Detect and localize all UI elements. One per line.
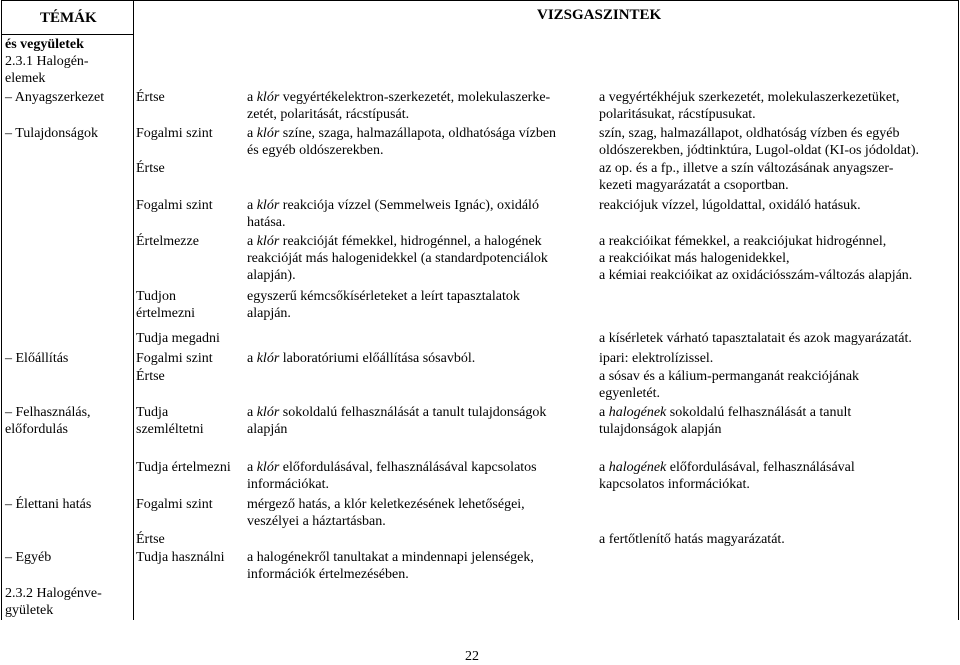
topic-elettani-hatas: – Élettani hatás [5,497,92,512]
kozep-text: veszélyei a háztartásban. [247,514,386,529]
emelt-text: kapcsolatos információkat. [599,477,750,492]
header-divider [1,34,134,35]
kozep-text: reakcióját más halogenidekkel (a standardpotenciálok [247,251,548,266]
table-border-right [958,0,959,620]
emelt-text: polaritásukat, rácstípusukat. [599,107,756,122]
kozep-text: információk értelmezésében. [247,567,409,582]
kozep-text: alapján [247,422,288,437]
verb-text: Értse [136,161,165,176]
kozep-text: a klór laboratóriumi előállítása sósavból. [247,351,476,366]
verb-text: Tudja használni [136,550,225,565]
verb-text: szemléltetni [136,422,204,437]
kozep-text: a klór előfordulásával, felhasználásával kapcsolatos [247,460,537,475]
verb-text: Fogalmi szint [136,351,213,366]
kozep-text: alapján). [247,268,296,283]
section-title: és vegyületek [5,37,84,52]
emelt-text: a kísérletek várható tapasztalatait és azok magyarázatát. [599,331,912,346]
emelt-text: a halogének előfordulásával, felhasználásával [599,460,855,475]
kozep-text: a klór reakciója vízzel (Semmelweis Ignác), oxidáló [247,198,539,213]
kozep-text: a klór reakcióját fémekkel, hidrogénnel, a halogének [247,234,542,249]
kozep-text: mérgező hatás, a klór keletkezésének lehetőségei, [247,497,525,512]
kozep-text: információkat. [247,477,330,492]
verb-text: Fogalmi szint [136,198,213,213]
verb-text: Fogalmi szint [136,497,213,512]
emelt-text: a reakcióikat fémekkel, a reakciójukat hidrogénnel, [599,234,887,249]
verb-text: Értelmezze [136,234,199,249]
kozep-text: a halogénekről tanultakat a mindennapi jelenségek, [247,550,534,565]
emelt-text: a halogének sokoldalú felhasználását a tanult [599,405,852,420]
emelt-text: szín, szag, halmazállapot, oldhatóság vízben és egyéb [599,126,900,141]
verb-text: Értse [136,369,165,384]
table-border-top [1,0,959,1]
column-divider-topics [133,0,134,620]
vizsgaszintek-header: VIZSGASZINTEK [537,7,662,23]
table-border-left [1,0,2,620]
emelt-text: ipari: elektrolízissel. [599,351,714,366]
kozep-text: a klór színe, szaga, halmazállapota, oldhatósága vízben [247,126,557,141]
kozep-text: alapján. [247,306,291,321]
verb-text: Értse [136,90,165,105]
subsection-title-line2: elemek [5,71,46,86]
kozep-text: és egyéb oldószerekben. [247,143,384,158]
verb-text: Tudja értelmezni [136,460,231,475]
emelt-text: reakciójuk vízzel, lúgoldattal, oxidáló hatásuk. [599,198,861,213]
verb-text: értelmezni [136,306,196,321]
kozep-text: hatása. [247,215,286,230]
emelt-text: a kémiai reakcióikat az oxidációsszám-változás alapján. [599,268,913,283]
verb-text: Tudjon [136,289,176,304]
emelt-text: a reakcióikat más halogenidekkel, [599,251,790,266]
topic-felhasznalas-line1: – Felhasználás, [5,405,91,420]
emelt-text: oldószerekben, jódtinktúra, Lugol-oldat (KI-os jódoldat). [599,143,919,158]
kozep-text: a klór vegyértékelektron-szerkezetét, molekulaszerke- [247,90,551,105]
emelt-text: a fertőtlenítő hatás magyarázatát. [599,532,785,547]
kozep-text: egyszerű kémcsőkísérleteket a leírt tapasztalatok [247,289,520,304]
verb-text: Fogalmi szint [136,126,213,141]
topic-eloallitas: – Előállítás [5,351,69,366]
topic-egyeb: – Egyéb [5,550,52,565]
topic-tulajdonsagok: – Tulajdonságok [5,126,98,141]
verb-text: Tudja megadni [136,331,220,346]
emelt-text: kezeti magyarázatát a csoportban. [599,178,789,193]
kozep-text: a klór sokoldalú felhasználását a tanult tulajdonságok [247,405,547,420]
page-number: 22 [465,649,479,664]
kozep-text: zetét, polaritását, rácstípusát. [247,107,410,122]
emelt-text: tulajdonságok alapján [599,422,722,437]
subsection-title-line1: 2.3.1 Halogén- [5,54,89,69]
topic-felhasznalas-line2: előfordulás [5,422,68,437]
emelt-text: az op. és a fp., illetve a szín változásának anyagszer- [599,161,894,176]
temak-header: TÉMÁK [40,10,97,26]
emelt-text: a vegyértékhéjuk szerkezetét, molekulaszerkezetüket, [599,90,900,105]
next-section-line2: gyületek [5,603,54,618]
emelt-text: a sósav és a kálium-permanganát reakciójának [599,369,860,384]
verb-text: Értse [136,532,165,547]
emelt-text: egyenletét. [599,386,661,401]
next-section-line1: 2.3.2 Halogénve- [5,586,102,601]
topic-anyagszerkezet: – Anyagszerkezet [5,90,105,105]
verb-text: Tudja [136,405,169,420]
